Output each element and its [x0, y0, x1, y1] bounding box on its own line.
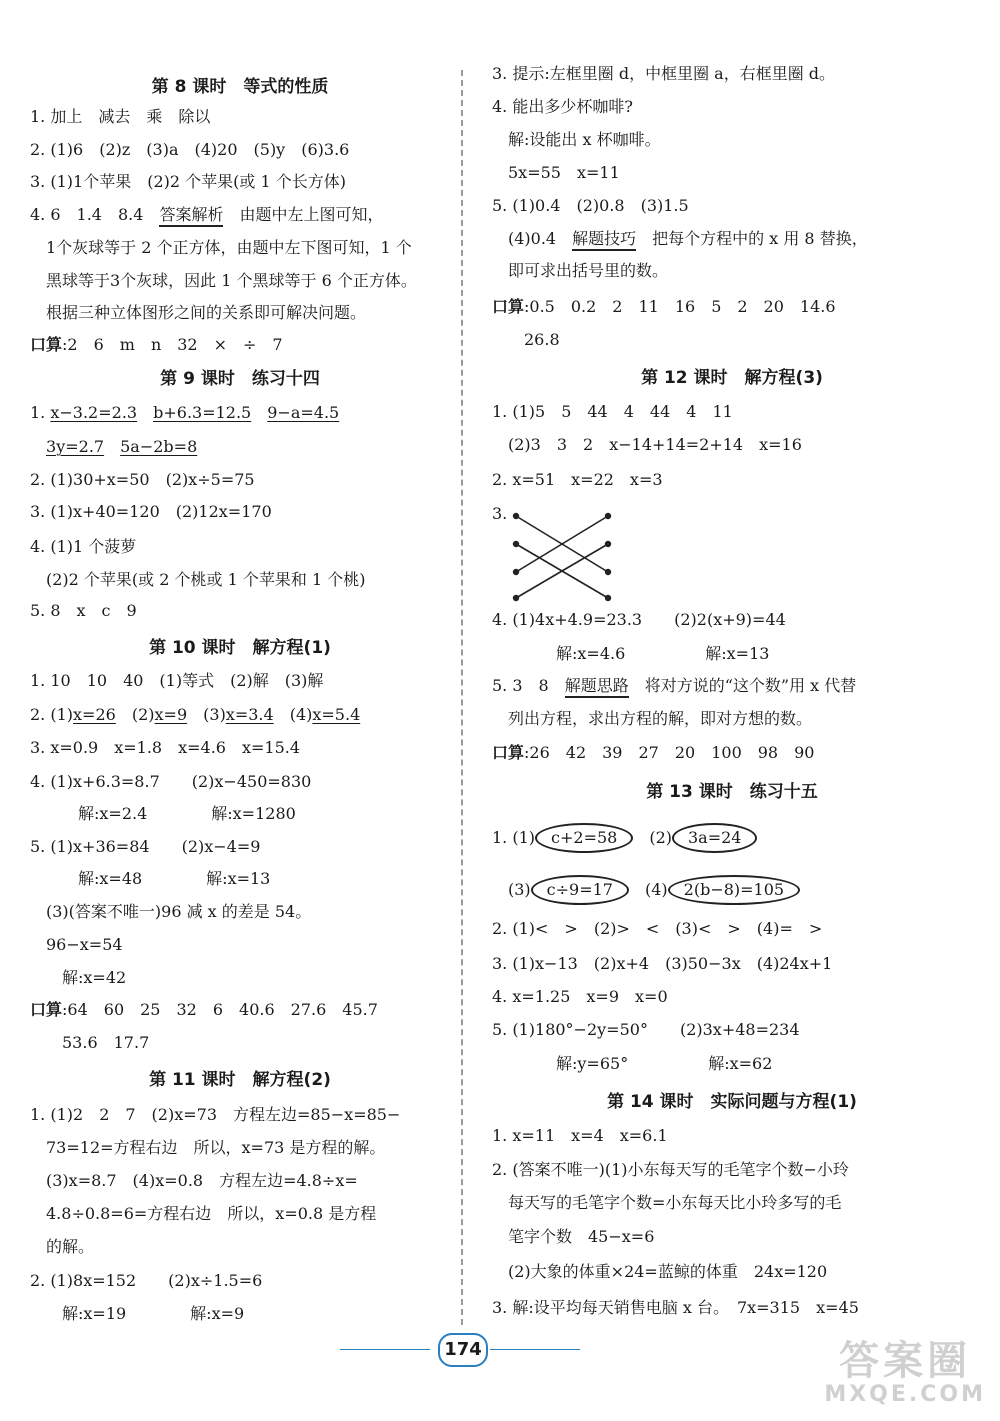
section-title-text: 第 14 课时 实际问题与方程(1) [607, 1092, 857, 1112]
circled-equation: 3a=24 [672, 823, 757, 853]
answer-line [30, 535, 136, 559]
answer-line [30, 867, 270, 891]
answer-line [492, 952, 832, 976]
answer-line [492, 707, 812, 731]
answer-text: (3)(答案不唯一)96 减 x 的差是 54。 [30, 902, 312, 921]
answer-text: 解:设能出 x 杯咖啡。 [492, 130, 661, 149]
answer-text: (2)大象的体重×24=蓝鲸的体重 24x=120 [492, 1262, 828, 1281]
answer-line [30, 401, 339, 425]
answer-line [492, 295, 836, 319]
answer-line [30, 435, 197, 459]
answer-text: 5. 8 x c 9 [30, 601, 137, 620]
answer-line [30, 933, 123, 957]
section-title [30, 636, 450, 660]
answer-line [492, 433, 802, 457]
answer-text: 3. (1)x−13 (2)x+4 (3)50−3x (4)24x+1 [492, 954, 833, 973]
match-dot [513, 595, 519, 601]
answer-line [30, 770, 311, 794]
answer-text: 解:x=48 解:x=13 [30, 869, 271, 888]
answer-text: 的解。 [30, 1237, 95, 1256]
answer-line [30, 1031, 149, 1055]
answer-line [492, 1191, 841, 1215]
mental-math-answers: :26 42 39 27 20 100 98 90 [524, 743, 815, 762]
answer-text: 把每个方程中的 x 用 8 替换， [636, 229, 868, 248]
mental-math-label: 口算 [492, 743, 525, 762]
answer-text: 将对方说的“这个数”用 x 代替 [628, 676, 857, 695]
answer-line [492, 1260, 827, 1284]
answer-line [492, 328, 560, 352]
answer-line [30, 998, 378, 1022]
answer-line [30, 269, 417, 293]
section-title-text: 第 12 课时 解方程(3) [641, 368, 823, 388]
answer-line [30, 1169, 358, 1193]
underlined-answer: x=5.4 [312, 705, 361, 724]
answer-line [492, 62, 835, 86]
answer-line [30, 138, 349, 162]
watermark-bottom: MXQE.COM [824, 1382, 986, 1407]
answer-line [492, 823, 757, 853]
answer-text: 解:x=2.4 解:x=1280 [30, 804, 296, 823]
answer-line [30, 1269, 262, 1293]
section-title-text: 第 11 课时 解方程(2) [149, 1070, 331, 1090]
answer-text: 1. 加上 减去 乘 除以 [30, 107, 211, 126]
answer-text: 3. x=0.9 x=1.8 x=4.6 x=15.4 [30, 738, 301, 757]
answer-line [30, 669, 323, 693]
answer-text: 1. (1)2 2 7 (2)x=73 方程左边=85−x=85− [30, 1105, 401, 1124]
answer-text: (3)x=8.7 (4)x=0.8 方程左边=4.8÷x= [30, 1171, 358, 1190]
answer-text [30, 437, 46, 456]
answer-line [492, 128, 661, 152]
answer-line [492, 1018, 800, 1042]
section-title [492, 1090, 972, 1114]
answer-line [30, 1302, 244, 1326]
match-dot [513, 541, 519, 547]
answer-text: 53.6 17.7 [30, 1033, 150, 1052]
answer-text: 5. (1)0.4 (2)0.8 (3)1.5 [492, 196, 689, 215]
answer-text: 96−x=54 [30, 935, 123, 954]
answer-line [30, 468, 255, 492]
answer-line [492, 502, 507, 526]
page-number: 174 [438, 1333, 488, 1367]
underlined-answer: x=9 [154, 705, 188, 724]
answer-line [30, 568, 365, 592]
item-number: 1. (1) [492, 828, 536, 847]
item-number: (3) [203, 705, 226, 724]
answer-line [30, 966, 126, 990]
section-title [30, 367, 450, 391]
section-title [492, 366, 972, 390]
answer-text: 解:y=65° 解:x=62 [492, 1054, 773, 1073]
underlined-equation: b+6.3=12.5 [153, 403, 252, 422]
answer-line [492, 985, 668, 1009]
answer-text: 4. 6 1.4 8.4 [30, 205, 160, 224]
section-title-text: 第 10 课时 解方程(1) [149, 638, 331, 658]
answer-line [30, 500, 272, 524]
answer-text: 笔字个数 45−x=6 [492, 1227, 655, 1246]
mental-math-label: 口算 [30, 1000, 63, 1019]
answer-text: 即可求出括号里的数。 [492, 261, 669, 280]
answer-text: 每天写的毛笔字个数=小东每天比小玲多写的毛 [492, 1193, 842, 1212]
answer-text: 4. (1)4x+4.9=23.3 (2)2(x+9)=44 [492, 610, 786, 629]
underlined-answer: x=26 [73, 705, 116, 724]
answer-text: 2. (答案不唯一)(1)小东每天写的毛笔字个数−小玲 [492, 1160, 849, 1179]
section-title-text: 第 8 课时 等式的性质 [151, 77, 329, 97]
item-number: (2) [131, 705, 155, 724]
answer-text: 4.8÷0.8=6=方程右边 所以，x=0.8 是方程 [30, 1204, 377, 1223]
answer-line [30, 236, 412, 260]
watermark-top: 答案圈 [839, 1338, 972, 1384]
answer-line [30, 170, 346, 194]
answer-line [492, 642, 769, 666]
underlined-equation: 3y=2.7 [46, 437, 105, 456]
answer-text: 3. (1)x+40=120 (2)12x=170 [30, 502, 272, 521]
answer-text: 解:x=19 解:x=9 [30, 1304, 245, 1323]
answer-text: 根据三种立体图形之间的关系即可解决问题。 [30, 303, 367, 322]
match-dot [605, 569, 611, 575]
circled-equation: c+2=58 [535, 823, 633, 853]
answer-line [30, 802, 296, 826]
answer-text: 1个灰球等于 2 个正方体，由题中左下图可知，1 个 [30, 238, 412, 257]
answer-line [30, 835, 260, 859]
answer-line [492, 227, 868, 251]
answer-text: 3. [492, 504, 508, 523]
item-number: (3) [492, 880, 531, 899]
mental-math-label: 口算 [30, 335, 63, 354]
answer-line [492, 259, 668, 283]
answer-text: 5. (1)x+36=84 (2)x−4=9 [30, 837, 261, 856]
answer-line [492, 1296, 859, 1320]
section-title [30, 1068, 450, 1092]
answer-text: 2. (1)30+x=50 (2)x÷5=75 [30, 470, 255, 489]
answer-line [30, 203, 383, 227]
watermark [824, 1340, 986, 1407]
answer-line [30, 1202, 376, 1226]
item-number: (2) [633, 828, 672, 847]
match-dot [605, 541, 611, 547]
footer-rule-right [490, 1349, 580, 1350]
answer-line [30, 301, 366, 325]
answer-text: 2. (1)8x=152 (2)x÷1.5=6 [30, 1271, 263, 1290]
answer-line [30, 105, 210, 129]
match-dot [605, 513, 611, 519]
matching-diagram [512, 510, 622, 605]
answer-line [492, 95, 633, 119]
answer-text: 3. 解:设平均每天销售电脑 x 台。 7x=315 x=45 [492, 1298, 859, 1317]
section-title [492, 780, 972, 804]
answer-text: (2)2 个苹果(或 2 个桃或 1 个苹果和 1 个桃) [30, 570, 366, 589]
answer-line [30, 703, 376, 727]
mental-math-answers: :0.5 0.2 2 11 16 5 2 20 14.6 [524, 297, 836, 316]
answer-line [30, 1136, 385, 1160]
answer-text: 3. 提示:左框里圈 d，中框里圈 a，右框里圈 d。 [492, 64, 836, 83]
answer-line [30, 1235, 94, 1259]
mental-math-answers: :64 60 25 32 6 40.6 27.6 45.7 [62, 1000, 378, 1019]
underlined-equation: 9−a=4.5 [267, 403, 340, 422]
answer-line [492, 608, 786, 632]
section-title [30, 75, 450, 99]
circled-equation: 2(b−8)=105 [668, 875, 800, 905]
item-number: (4) [628, 880, 668, 899]
answer-line [492, 875, 800, 905]
answer-text: 1. [30, 403, 51, 422]
hint-tag: 解题思路 [565, 676, 629, 698]
answer-text: 1. 10 10 40 (1)等式 (2)解 (3)解 [30, 671, 324, 690]
match-dot [605, 595, 611, 601]
item-number: (4) [289, 705, 313, 724]
answer-text: 4. (1)1 个菠萝 [30, 537, 137, 556]
answer-line [492, 674, 856, 698]
answer-text: 2. x=51 x=22 x=3 [492, 470, 663, 489]
item-number: (1) [50, 705, 74, 724]
column-divider [461, 70, 463, 1325]
answer-text: 2. (1)6 (2)z (3)a (4)20 (5)y (6)3.6 [30, 140, 350, 159]
match-dot [513, 513, 519, 519]
answer-line [30, 1103, 400, 1127]
answer-text: 26.8 [492, 330, 560, 349]
answer-line [30, 333, 283, 357]
answer-line [492, 194, 689, 218]
answer-line [492, 741, 814, 765]
hint-tag: 答案解析 [159, 205, 223, 227]
answer-text: 5x=55 x=11 [492, 163, 620, 182]
section-title-text: 第 13 课时 练习十五 [646, 782, 818, 802]
answer-text: 5. 3 8 [492, 676, 565, 695]
answer-text: 3. (1)1个苹果 (2)2 个苹果(或 1 个长方体) [30, 172, 346, 191]
answer-line [492, 400, 733, 424]
answer-line [492, 1225, 654, 1249]
answer-text: (2)3 3 2 x−14+14=2+14 x=16 [492, 435, 802, 454]
section-title-text: 第 9 课时 练习十四 [160, 369, 320, 389]
answer-line [30, 736, 300, 760]
underlined-equation: 5a−2b=8 [120, 437, 198, 456]
answer-line [492, 1052, 772, 1076]
answer-text: 1. (1)5 5 44 4 44 4 11 [492, 402, 733, 421]
answer-text: 列出方程，求出方程的解，即对方想的数。 [492, 709, 813, 728]
answer-line [492, 917, 822, 941]
answer-line [492, 1158, 849, 1182]
mental-math-answers: :2 6 m n 32 × ÷ 7 [62, 335, 283, 354]
mental-math-label: 口算 [492, 297, 525, 316]
answer-text: 解:x=4.6 解:x=13 [492, 644, 770, 663]
answer-text: 1. x=11 x=4 x=6.1 [492, 1126, 668, 1145]
answer-line [492, 1124, 668, 1148]
answer-text: 黑球等于3个灰球，因此 1 个黑球等于 6 个正方体。 [30, 271, 417, 290]
answer-text: (4)0.4 [492, 229, 573, 248]
underlined-equation: x−3.2=2.3 [50, 403, 138, 422]
answer-text: 2. (1)< > (2)> < (3)< > (4)= > [492, 919, 823, 938]
answer-text: 4. 能出多少杯咖啡? [492, 97, 633, 116]
answer-text: 4. x=1.25 x=9 x=0 [492, 987, 668, 1006]
underlined-answer: x=3.4 [225, 705, 274, 724]
answer-text: 5. (1)180°−2y=50° (2)3x+48=234 [492, 1020, 800, 1039]
answer-text: 由题中左上图可知， [223, 205, 384, 224]
answer-text: 73=12=方程右边 所以，x=73 是方程的解。 [30, 1138, 386, 1157]
answer-text: 解:x=42 [30, 968, 127, 987]
match-dot [513, 569, 519, 575]
answer-text: 2. [30, 705, 51, 724]
answer-text: 4. (1)x+6.3=8.7 (2)x−450=830 [30, 772, 312, 791]
answer-line [30, 900, 311, 924]
answer-line [30, 599, 137, 623]
answer-line [492, 468, 663, 492]
footer-rule-left [340, 1349, 430, 1350]
hint-tag: 解题技巧 [572, 229, 636, 251]
circled-equation: c÷9=17 [531, 875, 629, 905]
answer-line [492, 161, 620, 185]
